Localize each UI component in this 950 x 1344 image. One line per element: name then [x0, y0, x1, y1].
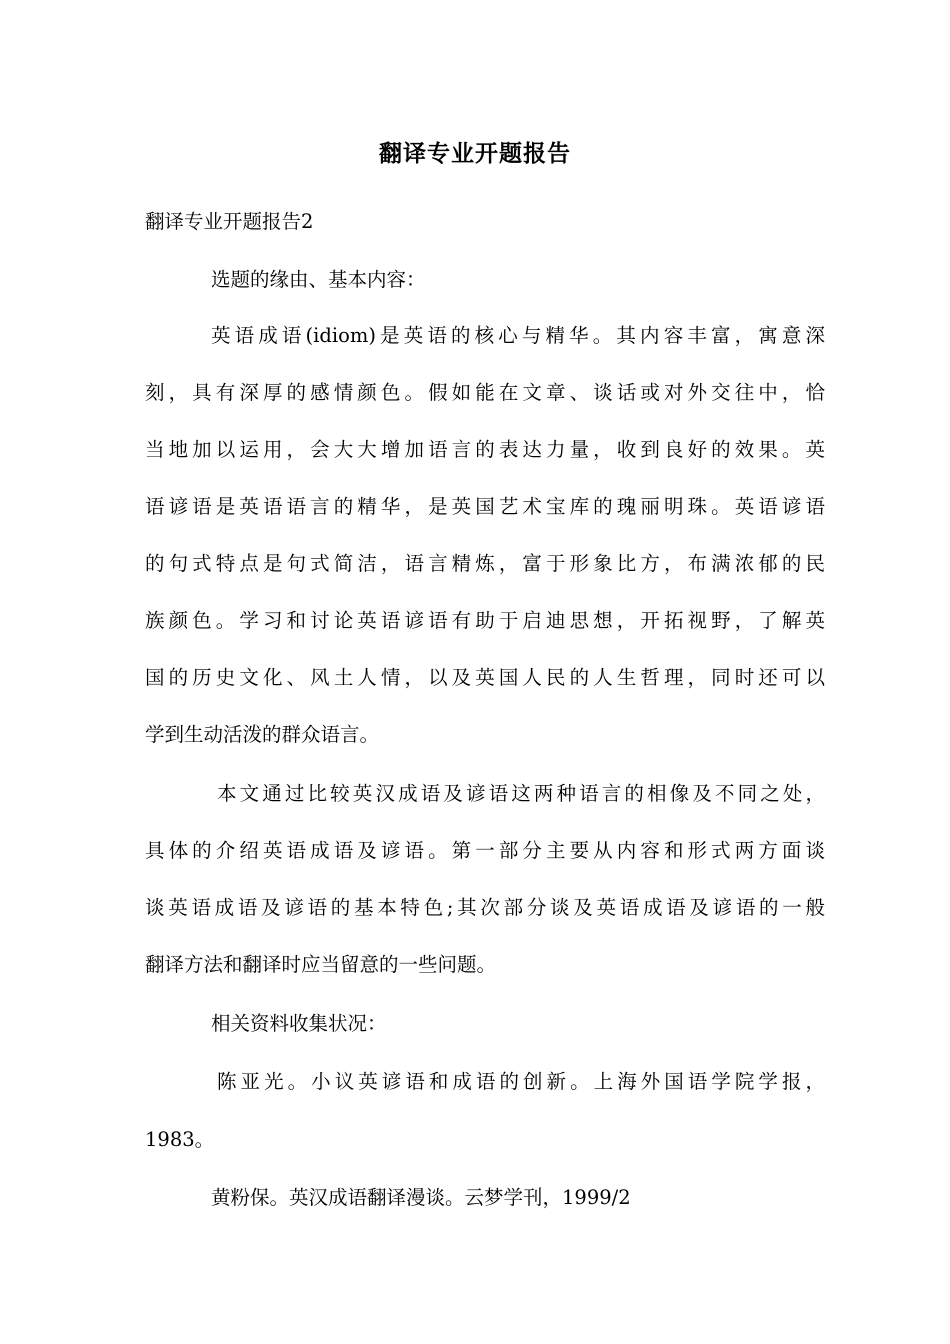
paragraph-line: 族颜色。学习和讨论英语谚语有助于启迪思想，开拓视野，了解英 [145, 609, 825, 632]
paragraph-line: 英语成语(idiom)是英语的核心与精华。其内容丰富，寓意深 [211, 324, 825, 347]
paragraph-line: 具体的介绍英语成语及谚语。第一部分主要从内容和形式两方面谈 [145, 839, 825, 862]
section-heading-reason: 选题的缘由、基本内容： [211, 268, 426, 291]
paragraph-line: 语谚语是英语语言的精华，是英国艺术宝库的瑰丽明珠。英语谚语 [145, 495, 825, 518]
document-title: 翻译专业开题报告 [379, 140, 571, 167]
paragraph-line: 翻译方法和翻译时应当留意的一些问题。 [145, 953, 497, 976]
paragraph-line: 当地加以运用，会大大增加语言的表达力量，收到良好的效果。英 [145, 438, 825, 461]
reference-line: 陈亚光。小议英谚语和成语的创新。上海外国语学院学报， [217, 1070, 825, 1093]
paragraph-line: 学到生动活泼的群众语言。 [145, 723, 380, 746]
paragraph-line: 的句式特点是句式简洁，语言精炼，富于形象比方，布满浓郁的民 [145, 552, 825, 575]
paragraph-line: 本文通过比较英汉成语及谚语这两种语言的相像及不同之处， [217, 782, 825, 805]
document-subtitle: 翻译专业开题报告2 [145, 210, 314, 233]
paragraph-line: 国的历史文化、风土人情，以及英国人民的人生哲理，同时还可以 [145, 666, 825, 689]
paragraph-line: 谈英语成语及谚语的基本特色;其次部分谈及英语成语及谚语的一般 [145, 896, 825, 919]
reference-line: 黄粉保。英汉成语翻译漫谈。云梦学刊，1999/2 [211, 1186, 631, 1209]
reference-line: 1983。 [145, 1128, 215, 1151]
paragraph-line: 刻，具有深厚的感情颜色。假如能在文章、谈话或对外交往中，恰 [145, 381, 825, 404]
section-heading-materials: 相关资料收集状况： [211, 1012, 387, 1035]
